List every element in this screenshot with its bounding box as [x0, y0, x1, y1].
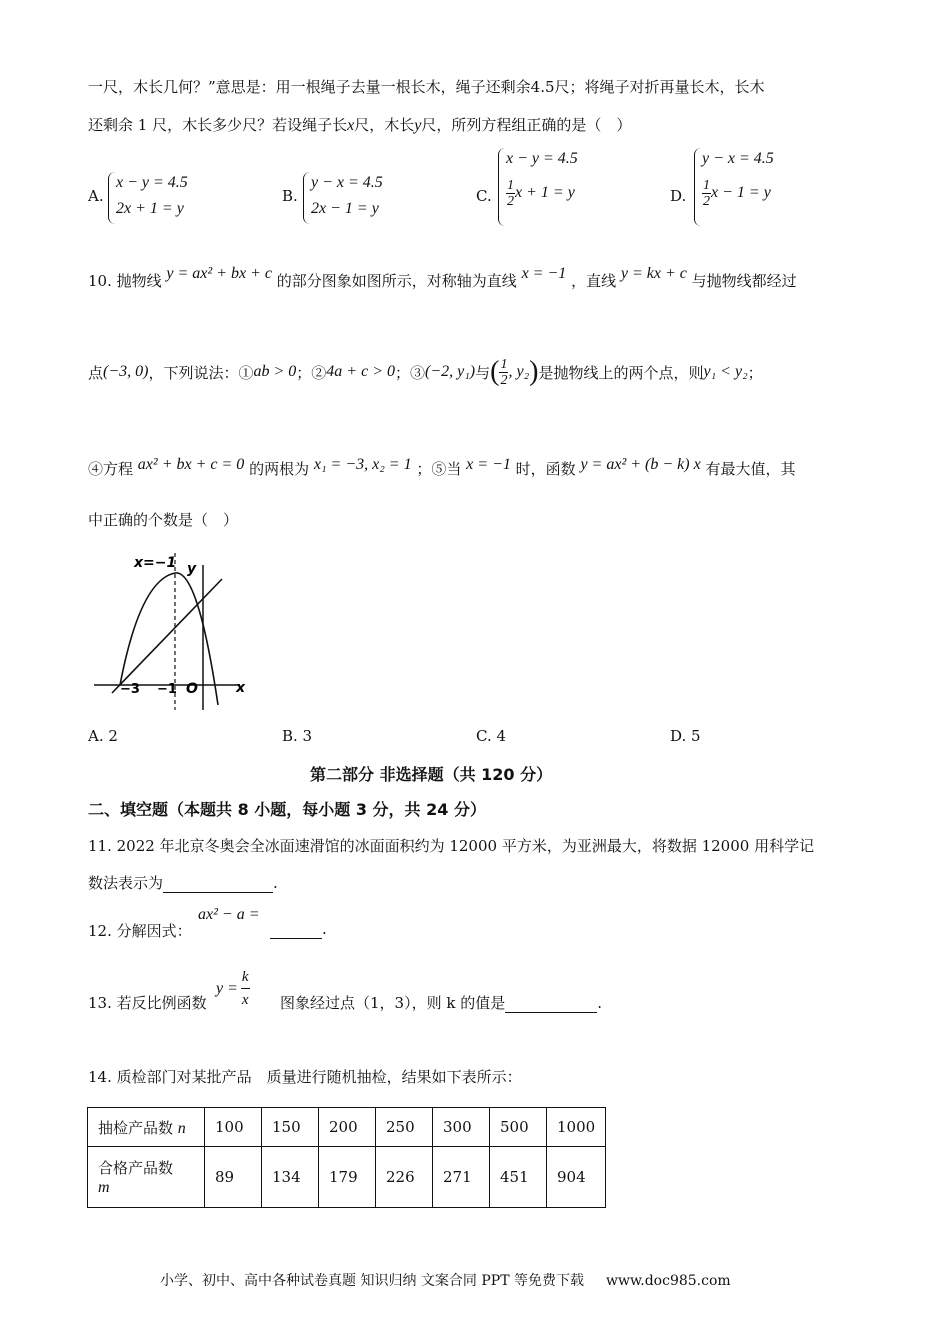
q9-option-d-system: y − x = 4.5 $\frac{1}{2}$ x − 1 = y: [694, 148, 804, 226]
q10-option-c: C. 4: [476, 727, 507, 745]
table-cell: 1000: [547, 1108, 606, 1147]
symmetry-axis-label: x=−1: [134, 555, 177, 571]
q10-paragraph-line4: 中正确的个数是（ ）: [88, 511, 239, 529]
table-cell: 271: [433, 1147, 490, 1208]
table-cell: 134: [262, 1147, 319, 1208]
section2-title: 二、填空题（本题共 8 小题，每小题 3 分，共 24 分）: [88, 800, 486, 819]
q11-line1: 11. 2022 年北京冬奥会全冰面速滑馆的冰面面积约为 12000 平方米，为亚洲最大，将数据 12000 用科学记: [88, 837, 815, 855]
q14-table: [87, 1107, 606, 1208]
q9-option-c-label: C.: [476, 187, 492, 205]
table-cell: 451: [490, 1147, 547, 1208]
footer: 小学、初中、高中各种试卷真题 知识归纳 文案合同 PPT 等免费下载 www.doc985.com: [160, 1273, 731, 1289]
table-cell: 100: [205, 1108, 262, 1147]
q13-text-a: 13. 若反比例函数: [88, 994, 207, 1012]
table-cell: 300: [433, 1108, 490, 1147]
q13-function: y = $\frac{k}{x}$: [216, 966, 250, 1011]
q12: 12. 分解因式：: [88, 922, 192, 940]
q12-expression: ax² − a =: [198, 906, 260, 923]
table-cell: 150: [262, 1108, 319, 1147]
q9-option-a-system: x − y = 4.5 2x + 1 = y: [108, 172, 218, 224]
table-cell: 250: [376, 1108, 433, 1147]
footer-link[interactable]: www.doc985.com: [605, 1273, 731, 1289]
table-header-m: 合格产品数 m: [88, 1147, 205, 1208]
q10-option-a: A. 2: [88, 727, 118, 745]
table-cell: 500: [490, 1108, 547, 1147]
q14-text: 14. 质检部门对某批产品 质量进行随机抽检，结果如下表所示：: [88, 1068, 522, 1086]
x-axis-label: x: [236, 680, 246, 696]
q10-parabola-graph: [90, 545, 260, 715]
q10-paragraph-line2: 点 (−3, 0) ，下列说法：① ab > 0 ；② 4a + c > 0 ；③ (−2, y₁) 与 ( $\frac{1}{2}$ , y₂ ) 是抛物线上的两个点，则 y₁ < y₂ ；: [88, 356, 763, 388]
q12-blank: .: [270, 920, 327, 939]
q9-option-d-label: D.: [670, 187, 687, 205]
q9-option-b-system: y − x = 4.5 2x − 1 = y: [303, 172, 413, 224]
q10-option-b: B. 3: [282, 727, 313, 745]
q9-option-c-system: x − y = 4.5 $\frac{1}{2}$ x + 1 = y: [498, 148, 608, 226]
table-cell: 89: [205, 1147, 262, 1208]
q9-line2: 还剩余 1 尺，木长多少尺？若设绳子长x尺，木长y尺，所列方程组正确的是（ ）: [88, 116, 632, 134]
q9-option-b-label: B.: [282, 187, 298, 205]
tick-minus-1: −1: [157, 682, 177, 697]
table-cell: 904: [547, 1147, 606, 1208]
q10-paragraph-line1: 10. 抛物线 y = ax² + bx + c 的部分图象如图所示，对称轴为直线 x = −1 ，直线 y = kx + c 与抛物线都经过: [88, 265, 797, 290]
table-cell: 226: [376, 1147, 433, 1208]
table-header-n: 抽检产品数 n: [88, 1108, 205, 1147]
y-axis-label: y: [187, 561, 197, 577]
q9-line1: 一尺，木长几何？”意思是：用一根绳子去量一根长木，绳子还剩余4.5尺；将绳子对折再量长木，长木: [88, 78, 765, 96]
table-row: [88, 1108, 606, 1147]
q10-paragraph-line3: ④方程 ax² + bx + c = 0 的两根为 x₁ = −3, x₂ = 1 ；⑤当 x = −1 时，函数 y = ax² + (b − k) x 有最大值，其: [88, 456, 796, 478]
q13-text-b: 图象经过点（1，3），则 k 的值是 .: [280, 994, 602, 1012]
table-cell: 200: [319, 1108, 376, 1147]
part2-title: 第二部分 非选择题（共 120 分）: [310, 765, 553, 784]
origin-label: O: [186, 681, 198, 697]
tick-minus-3: −3: [120, 682, 140, 697]
table-cell: 179: [319, 1147, 376, 1208]
q9-option-a-label: A.: [88, 187, 104, 205]
q10-option-d: D. 5: [670, 727, 701, 745]
q11-line2: 数法表示为 .: [88, 874, 278, 892]
table-row: [88, 1147, 606, 1208]
